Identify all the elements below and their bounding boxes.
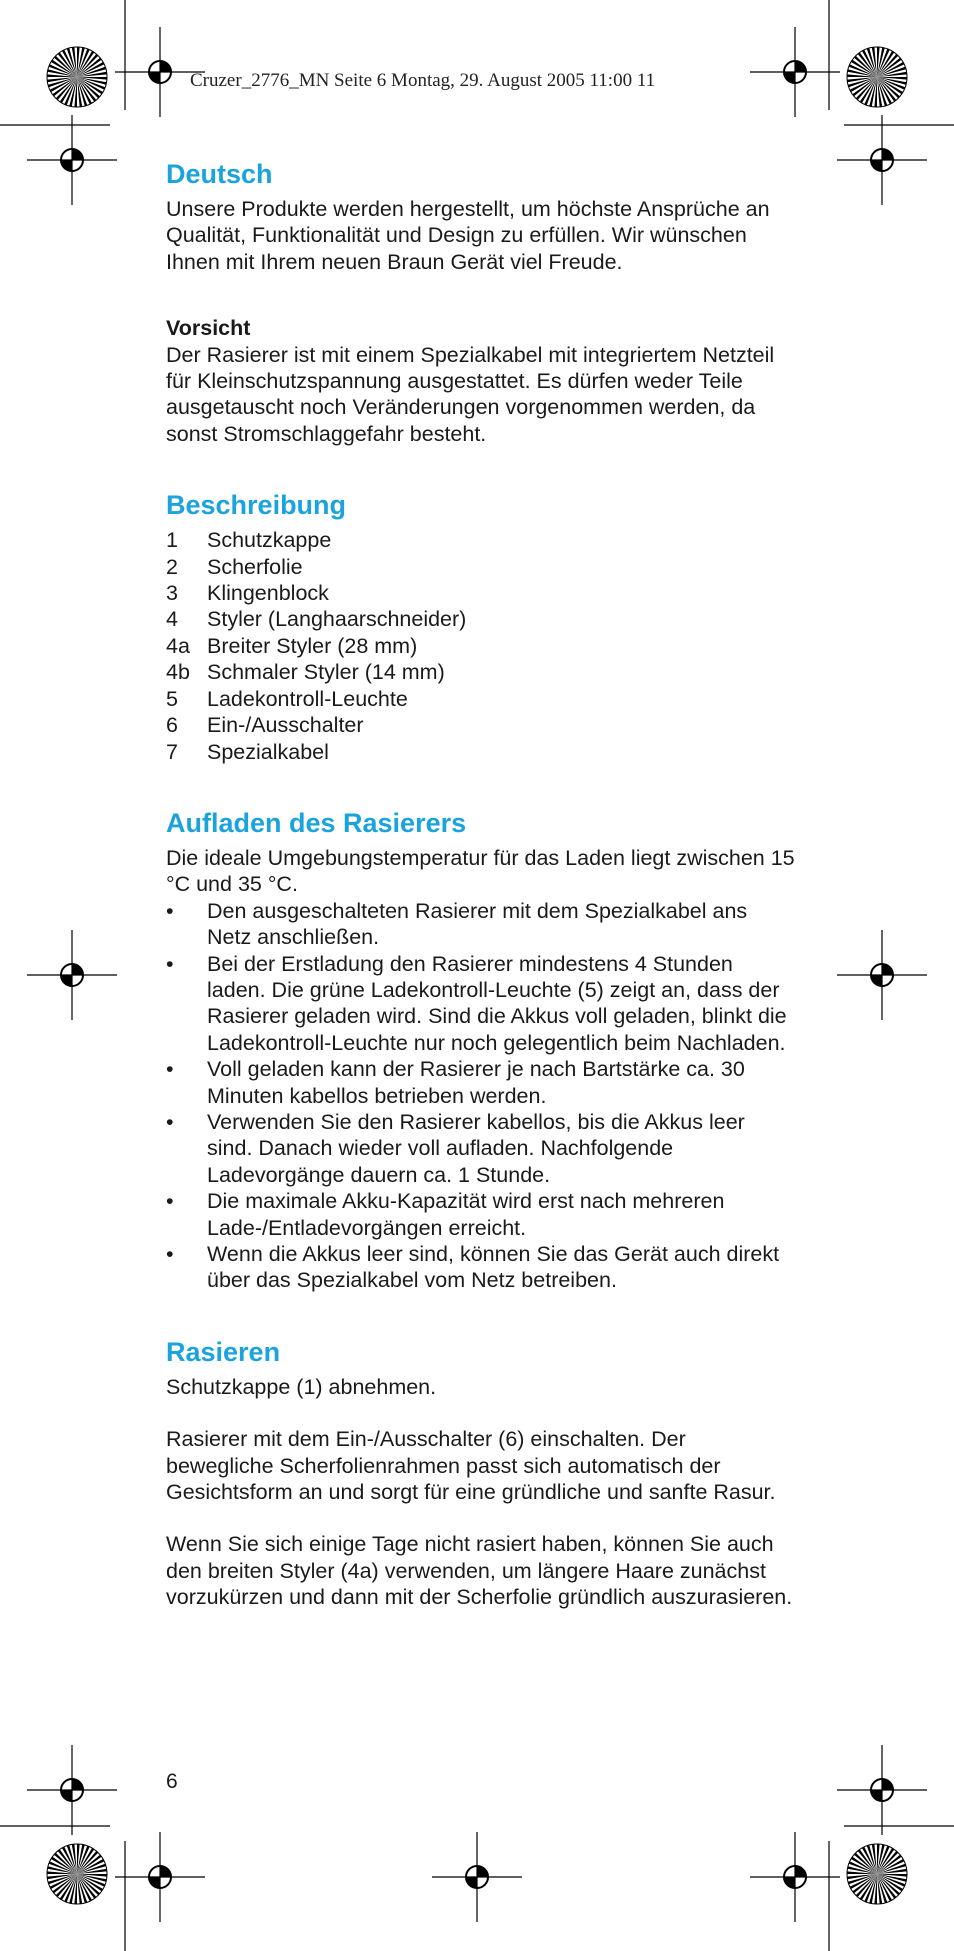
item-number: 4 bbox=[166, 607, 178, 632]
bullet-icon: • bbox=[166, 951, 174, 976]
section-rasieren bbox=[166, 1334, 796, 1611]
bullet-text: Wenn die Akkus leer sind, können Sie das Gerät auch direkt über das Spezialkabel vom Netz betreiben. bbox=[207, 1242, 780, 1293]
item-number: 4b bbox=[166, 660, 190, 685]
bullet-text: Bei der Erstladung den Rasierer mindestens 4 Stunden laden. Die grüne Ladekontroll-Leuchte (5) zeigt an, dass der Rasierer geladen wird. Sind die Akkus voll geladen, blinkt die Ladekontroll-Leuchte nur noch gelegentlich beim Nachladen. bbox=[207, 951, 787, 1055]
item-number: 2 bbox=[166, 554, 178, 579]
document-body bbox=[166, 156, 796, 1611]
list-item bbox=[166, 739, 796, 765]
list-item bbox=[166, 554, 796, 580]
bullet-icon: • bbox=[166, 1109, 174, 1134]
item-label: Spezialkabel bbox=[207, 739, 329, 764]
heading-rasieren: Rasieren bbox=[166, 1336, 281, 1367]
caution-paragraph: Der Rasierer ist mit einem Spezialkabel mit integriertem Netzteil für Kleinschutzspannung ausgestattet. Es dürfen weder Teile ausgetauscht noch Veränderungen vorgenommen werden, da sonst Stromschlaggefahr besteht. bbox=[166, 342, 775, 446]
bullet-text: Verwenden Sie den Rasierer kabellos, bis die Akkus leer sind. Danach wieder voll aufladen. Nachfolgende Ladevorgänge dauern ca. 1 Stunde. bbox=[207, 1109, 745, 1187]
print-header: Cruzer_2776_MN Seite 6 Montag, 29. August 2005 11:00 11 bbox=[190, 70, 656, 91]
item-number: 4a bbox=[166, 633, 190, 658]
item-number: 6 bbox=[166, 713, 178, 738]
heading-aufladen: Aufladen des Rasierers bbox=[166, 807, 467, 838]
intro-paragraph: Unsere Produkte werden hergestellt, um höchste Ansprüche an Qualität, Funktionalität und Design zu erfüllen. Wir wünschen Ihnen mit Ihrem neuen Braun Gerät viel Freude. bbox=[166, 197, 770, 274]
list-item bbox=[166, 951, 796, 1057]
section-aufladen bbox=[166, 805, 796, 1294]
item-number: 3 bbox=[166, 581, 178, 606]
section-deutsch bbox=[166, 156, 796, 447]
bullet-text: Den ausgeschalteten Rasierer mit dem Spezialkabel ans Netz anschließen. bbox=[207, 898, 748, 950]
rasieren-paragraph-3: Wenn Sie sich einige Tage nicht rasiert haben, können Sie auch den breiten Styler (4a) verwenden, um längere Haare zunächst vorzukürzen und dann mit der Scherfolie gründlich auszurasieren. bbox=[166, 1532, 793, 1610]
bullet-text: Die maximale Akku-Kapazität wird erst nach mehreren Lade-/Entladevorgängen erreicht. bbox=[207, 1189, 725, 1240]
item-label: Scherfolie bbox=[207, 554, 303, 579]
item-number: 1 bbox=[166, 528, 178, 553]
bullet-text: Voll geladen kann der Rasierer je nach Bartstärke ca. 30 Minuten kabellos betrieben werden. bbox=[207, 1057, 745, 1108]
item-label: Schmaler Styler (14 mm) bbox=[207, 660, 445, 685]
aufladen-intro: Die ideale Umgebungstemperatur für das Laden liegt zwischen 15 °C und 35 °C. bbox=[166, 845, 795, 897]
parts-list bbox=[166, 527, 796, 765]
star-target-icon bbox=[47, 1844, 107, 1904]
item-label: Breiter Styler (28 mm) bbox=[207, 633, 418, 658]
page-number: 6 bbox=[166, 1770, 178, 1793]
list-item bbox=[166, 898, 796, 951]
list-item bbox=[166, 686, 796, 712]
list-item bbox=[166, 1056, 796, 1109]
list-item bbox=[166, 1188, 796, 1241]
list-item bbox=[166, 1241, 796, 1294]
star-target-icon bbox=[847, 1844, 907, 1904]
item-label: Schutzkappe bbox=[207, 528, 332, 553]
bullet-icon: • bbox=[166, 1189, 174, 1214]
list-item bbox=[166, 633, 796, 659]
star-target-icon bbox=[47, 47, 107, 107]
bullet-icon: • bbox=[166, 1057, 174, 1082]
caution-heading: Vorsicht bbox=[166, 316, 251, 341]
item-label: Ein-/Ausschalter bbox=[207, 713, 364, 738]
item-label: Styler (Langhaarschneider) bbox=[207, 607, 467, 632]
list-item bbox=[166, 606, 796, 632]
bullet-icon: • bbox=[166, 1242, 174, 1266]
heading-deutsch: Deutsch bbox=[166, 159, 273, 189]
item-label: Klingenblock bbox=[207, 581, 329, 606]
item-number: 7 bbox=[166, 739, 178, 764]
item-label: Ladekontroll-Leuchte bbox=[207, 686, 408, 711]
charging-list bbox=[166, 898, 796, 1294]
list-item bbox=[166, 1109, 796, 1188]
heading-beschreibung: Beschreibung bbox=[166, 490, 347, 521]
section-beschreibung bbox=[166, 487, 796, 765]
list-item bbox=[166, 659, 796, 685]
list-item bbox=[166, 712, 796, 738]
bullet-icon: • bbox=[166, 898, 174, 923]
list-item bbox=[166, 580, 796, 606]
rasieren-paragraph-1: Schutzkappe (1) abnehmen. bbox=[166, 1374, 437, 1399]
star-target-icon bbox=[847, 47, 907, 107]
rasieren-paragraph-2: Rasierer mit dem Ein-/Ausschalter (6) einschalten. Der bewegliche Scherfolienrahmen passt sich automatisch der Gesichtsform an und sorgt für eine gründliche und sanfte Rasur. bbox=[166, 1427, 776, 1505]
list-item bbox=[166, 527, 796, 553]
item-number: 5 bbox=[166, 686, 178, 711]
